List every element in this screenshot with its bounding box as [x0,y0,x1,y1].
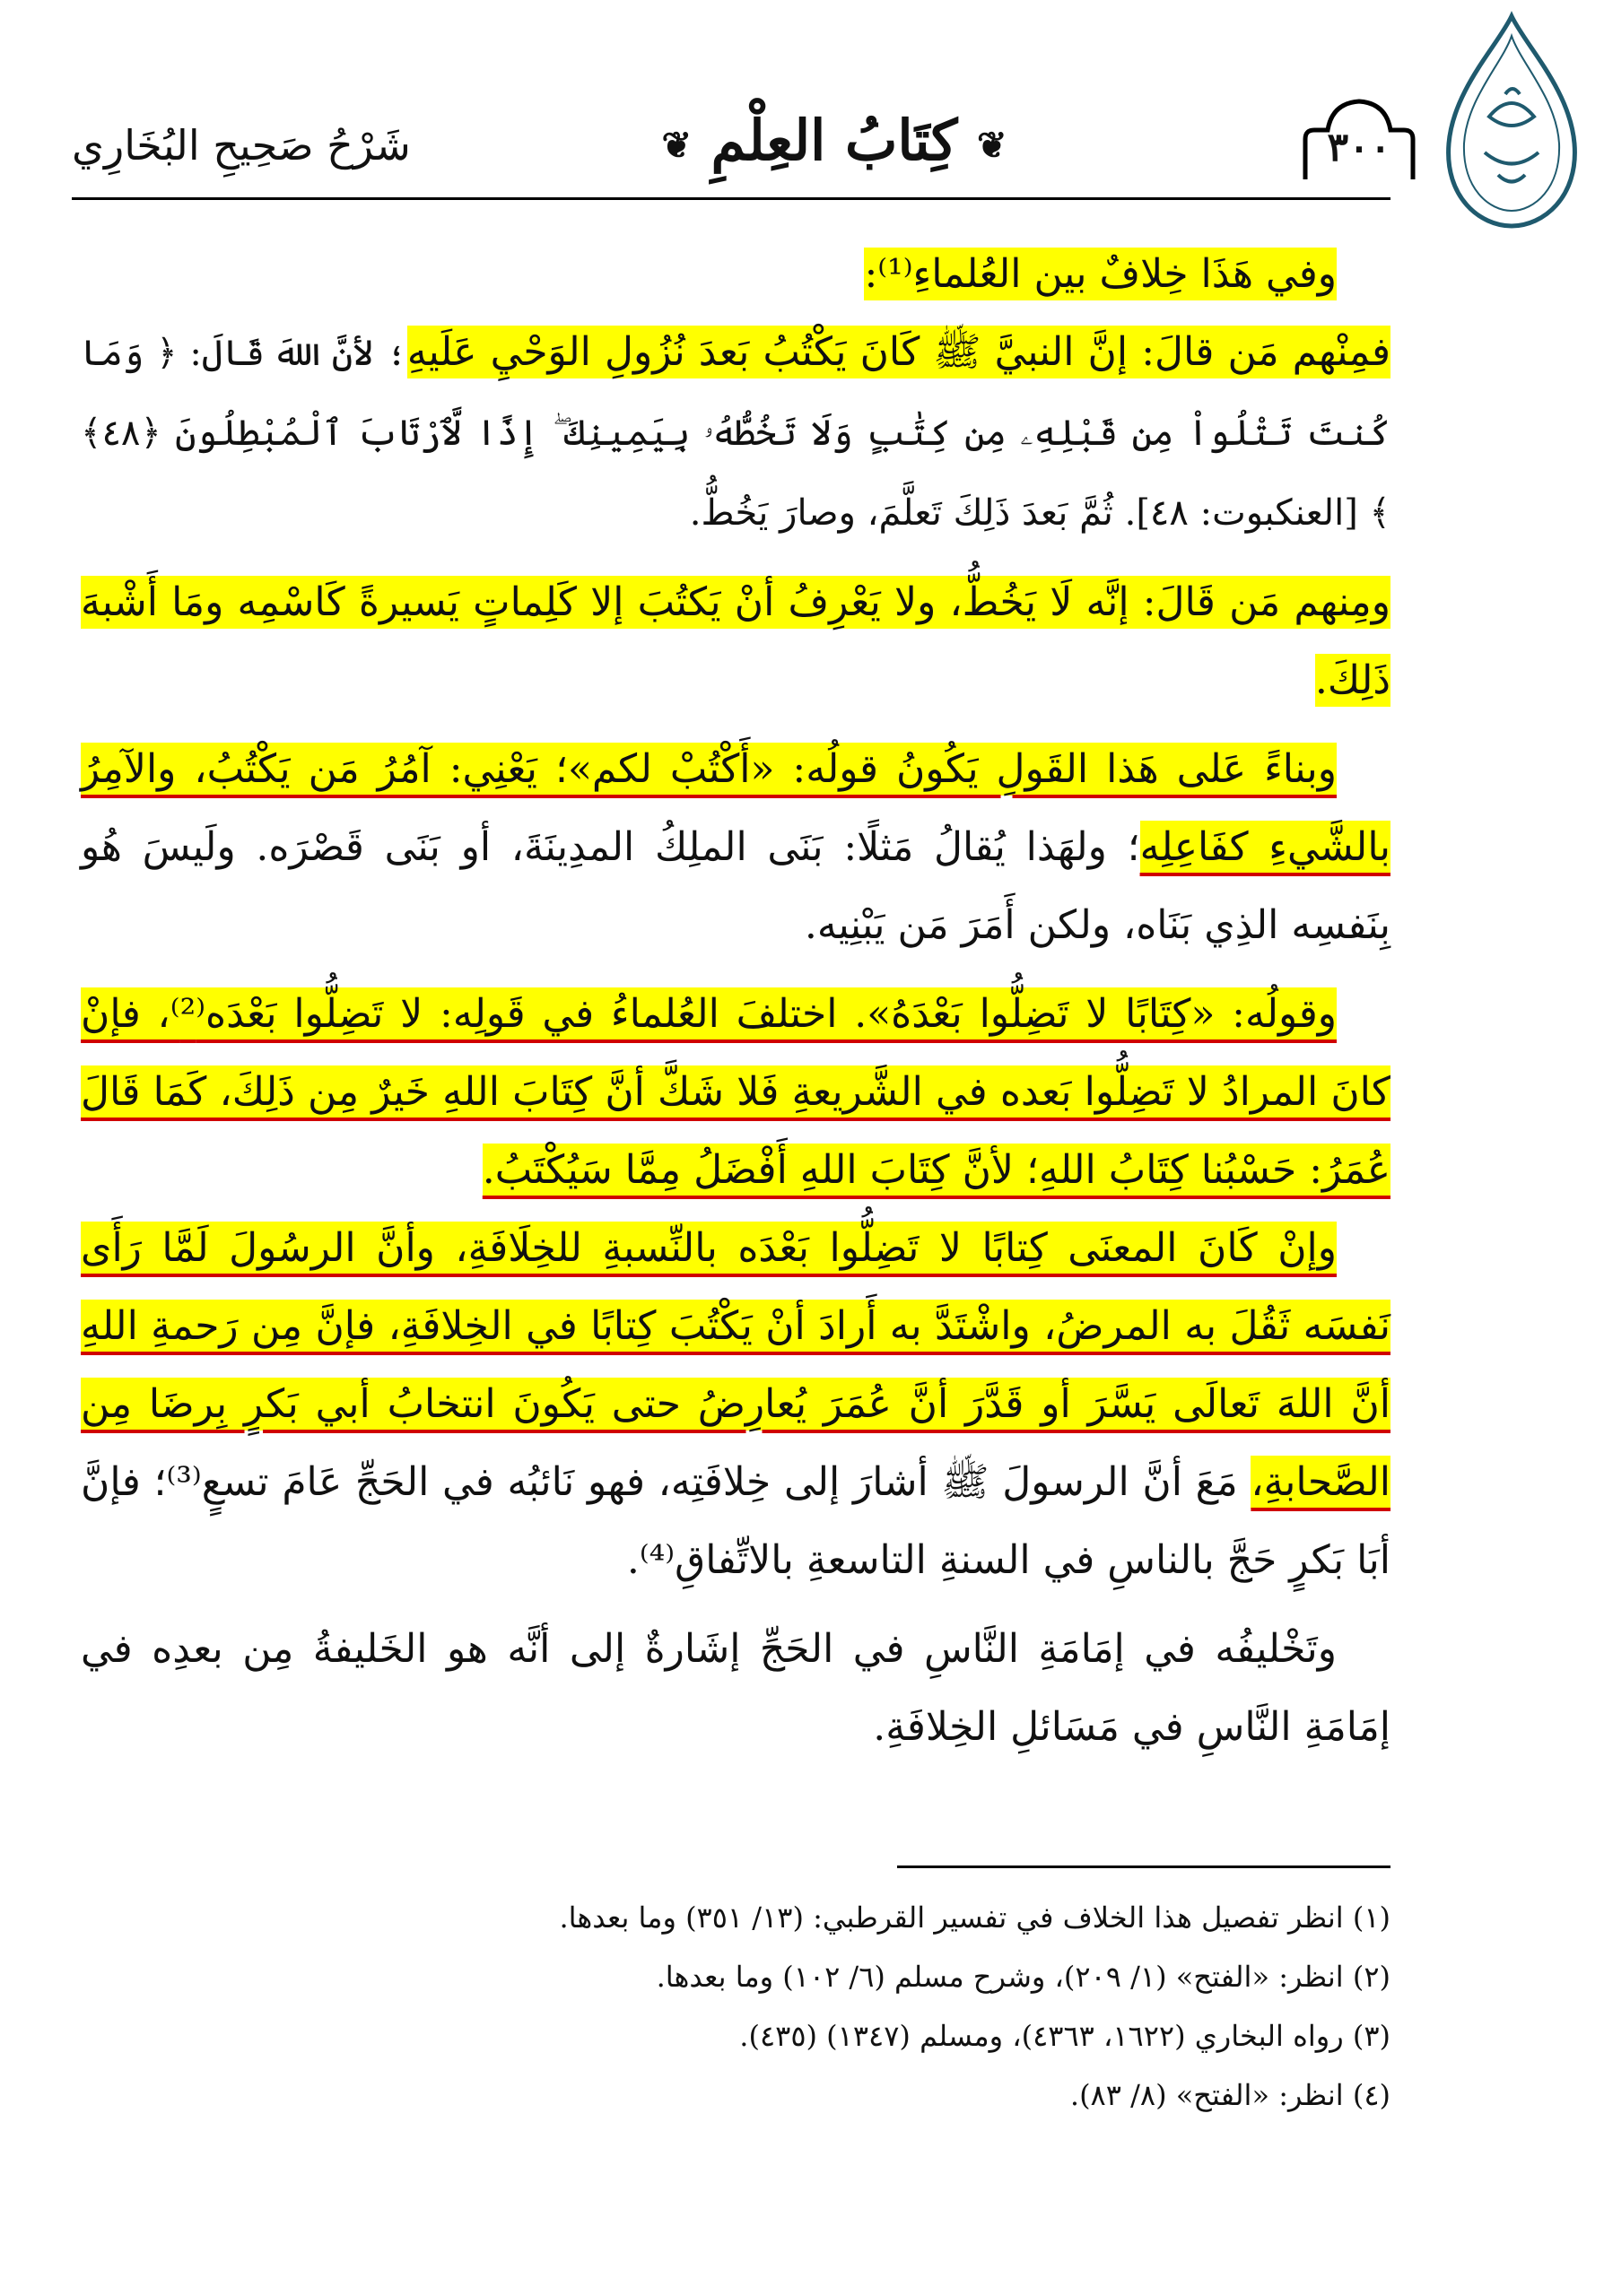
footnote-rule [897,1866,1390,1868]
book-title: شَرْحُ صَحِيحِ البُخَارِي [72,121,411,170]
highlighted-text: ومِنهم مَن قَالَ: إنَّه لَا يَخُطُّ، ولا يَعْرِفُ أنْ يَكتُبَ إلا كَلِماتٍ يَسيرةً كَاسْمِه ومَا أَشْبهَ ذَلِكَ. [81,576,1390,707]
paragraph-6 [81,1209,1390,1599]
footnote-3: (٣) رواه البخاري (١٦٢٢، ٤٣٦٣)، ومسلم (١٣٤٧) (٤٣٥). [739,2019,1390,2053]
main-text [81,235,1390,1766]
paragraph-text: ؛ ولهَذا يُقالُ مَثلًا: بَنَى الملِكُ المدِينَةَ، أو بَنَى قَصْرَه. ولَيسَ هُو بِنَفسِه الذِي بَنَاه، ولكن أَمَرَ مَن يَبْنِيه. [81,824,1390,948]
page-number: ٣٠٠ [1327,125,1391,170]
chapter-title: كِتَابُ العِلْمِ [710,108,958,173]
paragraph-text: وتَخْليفُه في إمَامَةِ النَّاسِ في الحَجِّ إشَارةٌ إلى أنَّه هو الخَليفةُ مِن بعدِه في إمَامَةِ النَّاسِ في مَسَائلِ الخِلافَةِ. [81,1626,1390,1750]
paragraph-4 [81,730,1390,964]
paragraph-3 [81,563,1390,719]
footnote-4: (٤) انظر: «الفتح» (٨/ ٨٣). [1069,2078,1390,2112]
paragraph-text: مَعَ أنَّ الرسولَ ﷺ أشارَ إلى خِلافَتِه، فهو نَائبُه في الحَجِّ عَامَ تسعٍ⁽³⁾؛ فإنَّ أبَا بَكرٍ حَجَّ بالناسِ في السنةِ التاسعةِ بالاتِّفاقِ⁽⁴⁾. [81,1459,1390,1583]
ornament-icon: ❦ [661,124,692,167]
paragraph-2 [81,313,1390,552]
highlighted-text: فمِنْهم مَن قالَ: إنَّ النبيَّ ﷺ كَانَ يَكْتُبُ بَعدَ نُزُولِ الوَحْيِ عَلَيهِ [407,326,1390,378]
page-header [72,85,1417,193]
paragraph-7 [81,1610,1390,1766]
page-number-frame [1301,94,1417,184]
ornament-icon: ❦ [977,124,1007,167]
footnotes [179,1888,1390,2125]
paragraph-5 [81,975,1390,1209]
seal-logo [1435,9,1588,233]
highlighted-underlined-text: وقولُه: «كِتَابًا لا تَضِلُّوا بَعْدَهُ». اختلفَ العُلماءُ في قَولِه: لا تَضِلُّوا بَعْدَه⁽²⁾، فإنْ كانَ المرادُ لا تَضِلُّوا بَعده في الشَّريعةِ فَلا شَكَّ أنَّ كِتَابَ اللهِ خَيرٌ مِن ذَلِكَ، كَمَا قَالَ عُمَرُ: حَسْبُنا كِتَابُ اللهِ؛ لأنَّ كِتَابَ اللهِ أَفْضَلُ مِمَّا سَيُكْتَبُ. [81,987,1390,1196]
header-rule [72,197,1390,200]
footnote-1: (١) انظر تفصيل هذا الخلاف في تفسير القرطبي: (١٣/ ٣٥١) وما بعدها. [559,1900,1390,1935]
highlighted-underlined-text: وبناءً عَلى هَذا القَولِ يَكُونُ قولُه: «أَكْتُبْ لكم»؛ يَعْنِي: آمُرُ مَن يَكْتُبُ، والآمِرُ بالشَّيءِ كفَاعِلِه [81,743,1390,874]
highlighted-underlined-text: وإنْ كَانَ المعنَى كِتابًا لا تَضِلُّوا بَعْدَه بالنِّسبةِ للخِلَافَةِ، وأنَّ الرسُولَ لَمَّا رَأَى نَفسَه ثَقُلَ به المرضُ، واشْتَدَّ به أَرادَ أنْ يَكْتُبَ كِتابًا في الخِلافَةِ، فإنَّ مِن رَحمةِ اللهِ أنَّ اللهَ تَعالَى يَسَّرَ أو قَدَّرَ أنَّ عُمَرَ يُعارِضُ حتى يَكُونَ انتخابُ أبي بَكرٍ بِرضَا مِن الصَّحابةِ، [81,1222,1390,1509]
paragraph-1 [81,235,1390,313]
chapter-title-block [628,108,1041,173]
highlighted-text: وفي هَذَا خِلافٌ بين العُلماءِ⁽¹⁾: [864,248,1337,300]
footnote-2: (٢) انظر: «الفتح» (١/ ٢٠٩)، وشرح مسلم (٦/ ١٠٢) وما بعدها. [656,1960,1390,1994]
paragraph-text: ؛ لأنَّ اللهَ قَالَ: ﴿ وَمَا كُنتَ تَتْلُواْ مِن قَبْلِهِۦ مِن كِتَٰبٍ وَلَا تَخُطُّهُۥ بِيَمِينِكَ ۖ إِذًا لَّٱرْتَابَ ٱلْمُبْطِلُونَ ﴿٤٨﴾ ﴾ [العنكبوت: ٤٨]. ثُمَّ بَعدَ ذَلِكَ تَعلَّمَ، وصارَ يَخُطُّ. [81,333,1390,534]
